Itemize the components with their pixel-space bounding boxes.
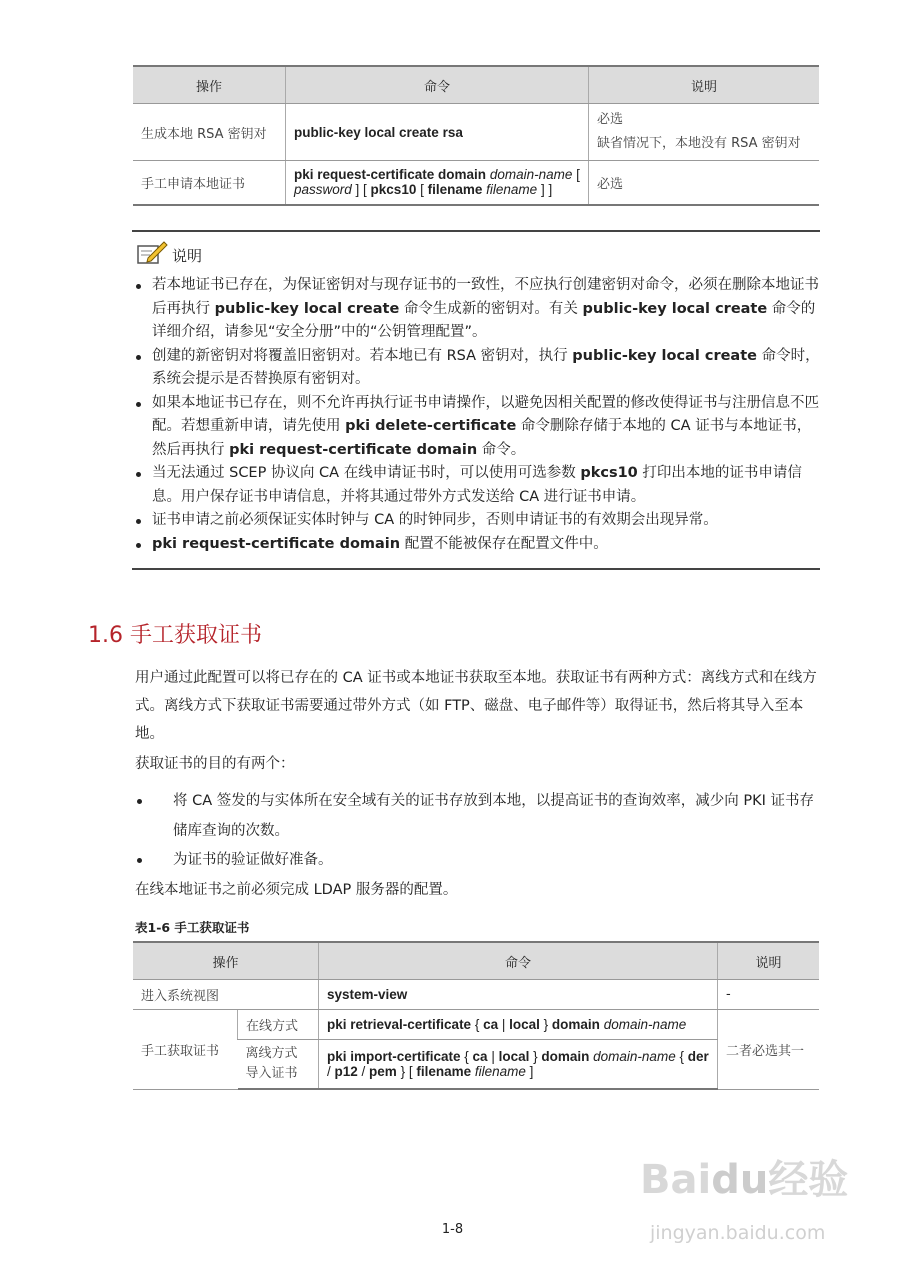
text-segment: ] [ — [351, 182, 371, 198]
bold-command-text: pki delete-certificate — [345, 418, 517, 434]
op-cell: 进入系统视图 — [133, 980, 319, 1010]
cmd-cell — [286, 104, 589, 161]
cmd-cell — [319, 980, 718, 1010]
table-row — [133, 980, 819, 1010]
bold-command-text: pkcs10 — [580, 465, 638, 481]
bold-command-text: der — [687, 1049, 709, 1064]
bullet-item: 将 CA 签发的与实体所在安全域有关的证书存放到本地，以提高证书的查询效率，减少向 PKI 证书存储库查询的次数。 — [135, 786, 819, 846]
text-segment: [ — [572, 167, 580, 183]
text-segment: ] ] — [537, 182, 553, 198]
bold-command-text: pkcs10 — [370, 182, 417, 198]
bold-command-text: pki request-certificate domain — [294, 167, 490, 183]
bullet-item: 为证书的验证做好准备。 — [135, 845, 819, 875]
watermark-url: jingyan.baidu.com — [650, 1222, 826, 1244]
text-segment: [ — [416, 182, 428, 198]
note-pencil-icon — [136, 240, 168, 266]
table-row — [133, 104, 819, 161]
bold-command-text: public-key local create — [214, 300, 400, 317]
paragraph: 用户通过此配置可以将已存在的 CA 证书或本地证书获取至本地。获取证书有两种方式：离线方式和在线方式。离线方式下获取证书需要通过带外方式（如 FTP、磁盘、电子邮件等）取得证书，然后将其导入至本地。 — [135, 670, 817, 742]
text-segment: / — [327, 1064, 335, 1079]
desc-cell: 必选 — [589, 161, 820, 205]
text-segment: { — [460, 1049, 473, 1064]
text-segment: 打印出本地的证书申请信息。用户保存证书申请信息，并将其通过带外方式发送给 CA 进行证书申请。 — [152, 465, 802, 505]
op-cell: 生成本地 RSA 密钥对 — [133, 104, 286, 161]
bold-command-text: public-key local create — [582, 300, 768, 317]
section-heading: 1.6 手工获取证书 — [88, 623, 262, 648]
bold-command-text: public-key local create — [572, 347, 757, 364]
text-segment: 当无法通过 SCEP 协议向 CA 在线申请证书时，可以使用可选参数 — [152, 465, 581, 481]
text-segment: { — [675, 1049, 688, 1064]
text-segment: } [ — [396, 1064, 417, 1079]
text-segment: 证书申请之前必须保证实体时钟与 CA 的时钟同步，否则申请证书的有效期会出现异常。 — [152, 512, 718, 528]
bold-command-text: p12 — [334, 1064, 358, 1079]
italic-parameter-text: domain-name — [603, 1017, 687, 1032]
note-item — [132, 462, 820, 509]
bold-command-text: pki request-certificate domain — [229, 441, 478, 458]
text-segment: | — [487, 1049, 499, 1064]
header-op: 操作 — [133, 66, 286, 104]
desc-cell: 二者必选其一 — [718, 1010, 820, 1090]
note-box — [132, 230, 820, 570]
paragraph: 获取证书的目的有两个： — [135, 756, 295, 772]
key-request-table — [133, 65, 819, 206]
italic-parameter-text: password — [294, 182, 352, 198]
table-caption: 表1-6 手工获取证书 — [135, 920, 250, 935]
header-desc: 说明 — [718, 942, 820, 980]
note-item — [132, 533, 820, 557]
baidu-watermark-logo: Baidu经验 — [640, 1157, 849, 1203]
desc-line: 必选 — [597, 112, 624, 127]
page-number: 1-8 — [441, 1222, 464, 1237]
text-segment: | — [498, 1017, 510, 1032]
retrieve-cert-table — [133, 941, 819, 1090]
bold-command-text: ca — [472, 1049, 488, 1064]
italic-parameter-text: filename — [474, 1064, 526, 1079]
cmd-cell — [319, 1040, 718, 1090]
op-cell: 手工申请本地证书 — [133, 161, 286, 205]
bold-command-text: local — [509, 1017, 540, 1032]
text-segment: } — [529, 1049, 542, 1064]
text-segment: ] — [525, 1064, 534, 1079]
table-row — [133, 1010, 819, 1040]
note-item — [132, 274, 820, 345]
text-segment: 配置不能被保存在配置文件中。 — [400, 535, 608, 552]
bold-command-text: pki import-certificate — [327, 1049, 461, 1064]
header-cmd: 命令 — [286, 66, 589, 104]
desc-cell — [589, 104, 820, 161]
text-segment: 创建的新密钥对将覆盖旧密钥对。若本地已有 RSA 密钥对，执行 — [152, 347, 573, 364]
bold-command-text: filename — [427, 182, 483, 198]
bold-command-text: ca — [483, 1017, 499, 1032]
bold-command-text: domain — [551, 1017, 600, 1032]
bold-command-text: filename — [416, 1064, 472, 1079]
note-item — [132, 509, 820, 533]
text-segment: 命令的详细介绍，请参见“安全分册”中的“公钥管理配置”。 — [152, 300, 816, 340]
op-group-cell: 手工获取证书 — [133, 1010, 238, 1090]
header-cmd: 命令 — [319, 942, 718, 980]
note-title: 说明 — [172, 247, 203, 265]
bold-command-text: pem — [369, 1064, 397, 1079]
table-row — [133, 161, 819, 205]
text-segment: 如果本地证书已存在，则不允许再执行证书申请操作，以避免因相关配置的修改使得证书与注册信息不匹配。若想重新申请，请先使用 — [152, 394, 819, 434]
italic-parameter-text: filename — [486, 182, 538, 198]
bold-command-text: domain — [541, 1049, 590, 1064]
header-desc: 说明 — [589, 66, 820, 104]
cmd-cell — [286, 161, 589, 205]
text-segment: 若本地证书已存在，为保证密钥对与现存证书的一致性，不应执行创建密钥对命令，必须在删除本地证书后再执行 — [152, 277, 819, 317]
paragraph: 在线本地证书之前必须完成 LDAP 服务器的配置。 — [135, 882, 458, 898]
text-segment: 命令时，系统会提示是否替换原有密钥对。 — [152, 347, 820, 387]
bold-command-text: local — [498, 1049, 530, 1064]
cmd-cell — [319, 1010, 718, 1040]
desc-line: 缺省情况下，本地没有 RSA 密钥对 — [597, 136, 801, 151]
sub-op-cell: 离线方式 导入证书 — [238, 1040, 319, 1090]
bold-command-text: pki request-certificate domain — [152, 535, 401, 552]
note-item — [132, 345, 820, 392]
italic-parameter-text: domain-name — [489, 167, 573, 183]
text-segment: 命令。 — [477, 441, 526, 458]
text-segment: { — [471, 1017, 484, 1032]
bold-command-text: pki retrieval-certificate — [327, 1017, 472, 1032]
italic-parameter-text: domain-name — [593, 1049, 676, 1064]
text-segment: 命令删除存储于本地的 CA 证书与本地证书，然后再执行 — [152, 418, 812, 458]
text-segment: / — [357, 1064, 370, 1079]
text-segment: } — [539, 1017, 552, 1032]
bold-command-text: public-key local create rsa — [294, 124, 463, 140]
sub-op-cell: 在线方式 — [238, 1010, 319, 1040]
note-header — [136, 240, 202, 266]
desc-cell: - — [718, 980, 820, 1010]
note-list — [132, 274, 820, 556]
note-item — [132, 392, 820, 463]
text-segment: 命令生成新的密钥对。有关 — [399, 300, 583, 317]
bold-command-text: system-view — [327, 987, 408, 1002]
header-op: 操作 — [133, 942, 319, 980]
